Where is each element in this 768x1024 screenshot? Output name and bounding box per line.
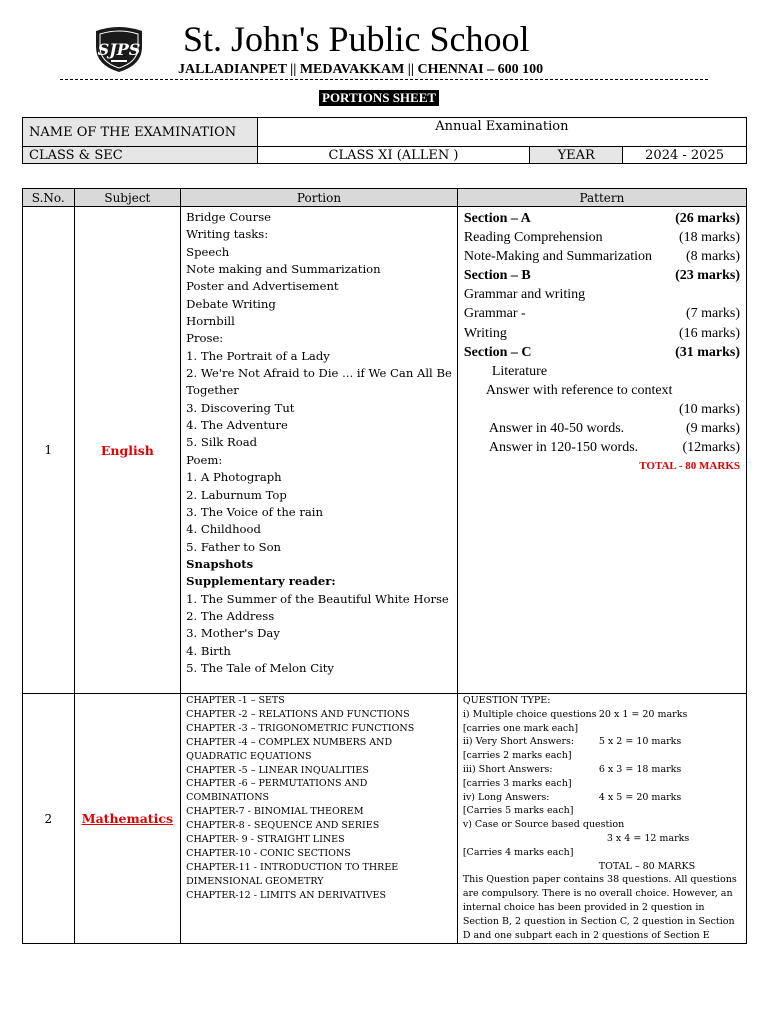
- sheet-title: PORTIONS SHEET: [319, 90, 439, 106]
- portion-item: 1. The Summer of the Beautiful White Horse: [186, 591, 449, 606]
- portion-item: CHAPTER-8 - SEQUENCE AND SERIES: [186, 820, 380, 832]
- pattern-line: [463, 832, 741, 846]
- portion-item: Poem:: [186, 452, 223, 467]
- pattern-line: [464, 266, 740, 285]
- pattern-line: [464, 285, 740, 304]
- portion-item: Poster and Advertisement: [186, 279, 339, 294]
- pattern-line: [463, 694, 741, 708]
- pattern-text: ii) Very Short Answers:: [462, 736, 575, 748]
- english-portion-list: [181, 207, 458, 694]
- portion-item: Together: [186, 383, 239, 398]
- table-row-english: [23, 207, 747, 694]
- subject-cell: [74, 207, 181, 694]
- math-portion-list: [181, 694, 458, 944]
- portion-item: CHAPTER -3 – TRIGONOMETRIC FUNCTIONS: [186, 722, 415, 734]
- pattern-marks: (9 marks): [685, 421, 740, 437]
- portion-item: CHAPTER- 9 - STRAIGHT LINES: [186, 834, 345, 846]
- math-note: This Question paper contains 38 questions. All questions are compulsory. There is no overall choice. However, an internal choice has been provided in 2 question in Section B, 2 question in Section C, 2 question in Section D and one subpart each in 2 questions of Section E: [462, 874, 737, 941]
- pattern-text: Answer in 120-150 words.: [488, 440, 639, 456]
- portions-table: [22, 188, 747, 944]
- pattern-line: [464, 209, 740, 228]
- portion-item: 4. The Adventure: [186, 418, 288, 433]
- header-portion: Portion: [181, 189, 458, 207]
- pattern-line: [463, 722, 741, 736]
- pattern-marks: (16 marks): [678, 325, 740, 341]
- class-sec-label: CLASS & SEC: [23, 147, 258, 164]
- portion-item: 3. Discovering Tut: [186, 400, 295, 415]
- exam-info-table: [22, 117, 747, 164]
- header-divider: [60, 79, 708, 80]
- pattern-line: [463, 791, 741, 805]
- portion-item: 4. Birth: [186, 643, 231, 658]
- pattern-text: [463, 832, 599, 846]
- pattern-marks: (10 marks): [678, 401, 740, 417]
- portion-item: 1. The Portrait of a Lady: [186, 348, 330, 363]
- portion-item: Hornbill: [186, 314, 235, 329]
- portion-item: CHAPTER -5 – LINEAR INQUALITIES: [186, 764, 369, 776]
- subject-mathematics: Mathematics: [81, 811, 173, 826]
- header-subject: Subject: [74, 189, 181, 207]
- exam-name-value: Annual Examination: [257, 118, 746, 147]
- sno-cell: 1: [23, 207, 75, 694]
- portion-item: Debate Writing: [186, 296, 276, 311]
- portion-item: 3. The Voice of the rain: [186, 504, 323, 519]
- pattern-text: i) Multiple choice questions: [462, 708, 597, 720]
- portion-item: 4. Childhood: [186, 522, 261, 537]
- pattern-text: Note-Making and Summarization: [463, 249, 653, 265]
- pattern-text: Section – A: [463, 211, 531, 226]
- pattern-line: [464, 343, 740, 362]
- pattern-text: Writing: [463, 325, 507, 341]
- year-label: YEAR: [530, 147, 623, 164]
- pattern-line: [463, 749, 741, 763]
- table-header-row: [23, 189, 747, 207]
- pattern-marks: (12marks): [682, 440, 740, 456]
- pattern-line: [463, 846, 741, 860]
- pattern-line: [464, 438, 740, 457]
- exam-name-label: NAME OF THE EXAMINATION: [23, 118, 258, 147]
- portion-item: Note making and Summarization: [186, 262, 381, 277]
- pattern-marks: (18 marks): [678, 230, 740, 246]
- pattern-line: [464, 247, 740, 266]
- portion-item: Prose:: [186, 331, 224, 346]
- pattern-text: [Carries 4 marks each]: [462, 846, 574, 858]
- math-pattern-list: [463, 694, 741, 860]
- pattern-marks: 4 x 5 = 20 marks: [598, 791, 682, 803]
- portion-item: 1. A Photograph: [186, 470, 282, 485]
- table-row-mathematics: [23, 694, 747, 944]
- pattern-text: Grammar and writing: [463, 287, 586, 303]
- pattern-text: Section – B: [463, 268, 531, 284]
- pattern-line: [464, 381, 740, 400]
- sno-cell: 2: [23, 694, 75, 944]
- portion-item: 2. We're Not Afraid to Die ... if We Can All Be: [186, 366, 452, 381]
- portion-item: CHAPTER-7 - BINOMIAL THEOREM: [186, 806, 364, 818]
- svg-text:SJPS: SJPS: [97, 40, 141, 59]
- portion-item: CHAPTER -4 – COMPLEX NUMBERS AND: [186, 736, 393, 748]
- pattern-marks: (31 marks): [675, 344, 740, 360]
- header-sno: S.No.: [23, 189, 75, 207]
- portion-item: Speech: [186, 244, 230, 259]
- portion-item: DIMENSIONAL GEOMETRY: [186, 875, 324, 887]
- subject-cell: [74, 694, 181, 944]
- pattern-marks: (7 marks): [685, 306, 740, 322]
- pattern-marks: (26 marks): [675, 211, 740, 226]
- pattern-text: Grammar -: [463, 306, 526, 322]
- pattern-text: iv) Long Answers:: [462, 791, 550, 803]
- english-pattern-cell: [457, 207, 746, 694]
- portion-item: 5. The Tale of Melon City: [186, 660, 334, 675]
- english-total: TOTAL - 80 MARKS: [639, 460, 740, 473]
- pattern-text: v) Case or Source based question: [462, 819, 625, 831]
- subject-english: English: [100, 442, 154, 458]
- pattern-marks: 5 x 2 = 10 marks: [598, 736, 682, 748]
- school-address: JALLADIANPET || MEDAVAKKAM || CHENNAI – 600 100: [178, 62, 544, 77]
- math-total: TOTAL – 80 MARKS: [598, 860, 696, 872]
- pattern-text: Section – C: [463, 344, 532, 360]
- pattern-marks: (8 marks): [685, 249, 740, 265]
- pattern-text: [Carries 5 marks each]: [462, 805, 574, 817]
- year-value: 2024 - 2025: [623, 147, 747, 164]
- pattern-text: QUESTION TYPE:: [462, 695, 551, 706]
- pattern-marks: 3 x 4 = 12 marks: [606, 832, 690, 844]
- portion-item: 5. Father to Son: [186, 539, 282, 554]
- portion-item: CHAPTER -6 – PERMUTATIONS AND: [186, 778, 368, 790]
- pattern-line: [464, 362, 740, 381]
- pattern-marks: 6 x 3 = 18 marks: [598, 763, 682, 775]
- pattern-line: [464, 419, 740, 438]
- portion-item: Supplementary reader:: [186, 574, 336, 589]
- pattern-line: [464, 400, 740, 419]
- pattern-line: [463, 804, 741, 818]
- portion-item: Snapshots: [186, 556, 254, 571]
- pattern-line: [463, 818, 741, 832]
- pattern-text: Answer in 40-50 words.: [488, 421, 625, 437]
- pattern-line: [463, 708, 741, 722]
- portion-item: 2. The Address: [186, 608, 275, 623]
- portion-item: CHAPTER -2 – RELATIONS AND FUNCTIONS: [186, 708, 410, 720]
- pattern-text: Literature: [491, 363, 548, 379]
- portion-item: 2. Laburnum Top: [186, 487, 287, 502]
- pattern-text: [carries 3 marks each]: [462, 777, 572, 789]
- pattern-text: [carries 2 marks each]: [462, 750, 572, 762]
- pattern-text: Answer with reference to context: [485, 382, 673, 398]
- class-sec-value: CLASS XI (ALLEN ): [257, 147, 530, 164]
- header-pattern: Pattern: [457, 189, 746, 207]
- pattern-line: [463, 777, 741, 791]
- pattern-text: [carries one mark each]: [462, 722, 579, 734]
- school-logo-icon: [90, 25, 148, 73]
- pattern-line: [464, 324, 740, 343]
- pattern-line: [464, 228, 740, 247]
- math-pattern-cell: [457, 694, 746, 944]
- portion-item: CHAPTER-11 - INTRODUCTION TO THREE: [186, 861, 399, 873]
- portion-item: CHAPTER -1 – SETS: [186, 695, 285, 706]
- pattern-line: [463, 735, 741, 749]
- portion-item: Writing tasks:: [186, 227, 269, 242]
- pattern-text: iii) Short Answers:: [462, 763, 553, 775]
- portion-item: COMBINATIONS: [186, 792, 270, 804]
- portion-item: QUADRATIC EQUATIONS: [186, 750, 312, 762]
- portion-item: 3. Mother's Day: [186, 626, 280, 641]
- pattern-line: [463, 763, 741, 777]
- pattern-marks: 20 x 1 = 20 marks: [598, 708, 688, 720]
- pattern-marks: (23 marks): [675, 268, 740, 284]
- pattern-line: [464, 304, 740, 323]
- school-name: St. John's Public School: [183, 19, 530, 59]
- portion-item: Bridge Course: [186, 210, 272, 224]
- english-pattern-list: [464, 209, 740, 457]
- portion-item: CHAPTER-12 - LIMITS AN DERIVATIVES: [186, 889, 386, 901]
- portion-item: 5. Silk Road: [186, 435, 258, 450]
- pattern-text: Reading Comprehension: [463, 230, 603, 246]
- portion-item: CHAPTER-10 - CONIC SECTIONS: [186, 847, 351, 859]
